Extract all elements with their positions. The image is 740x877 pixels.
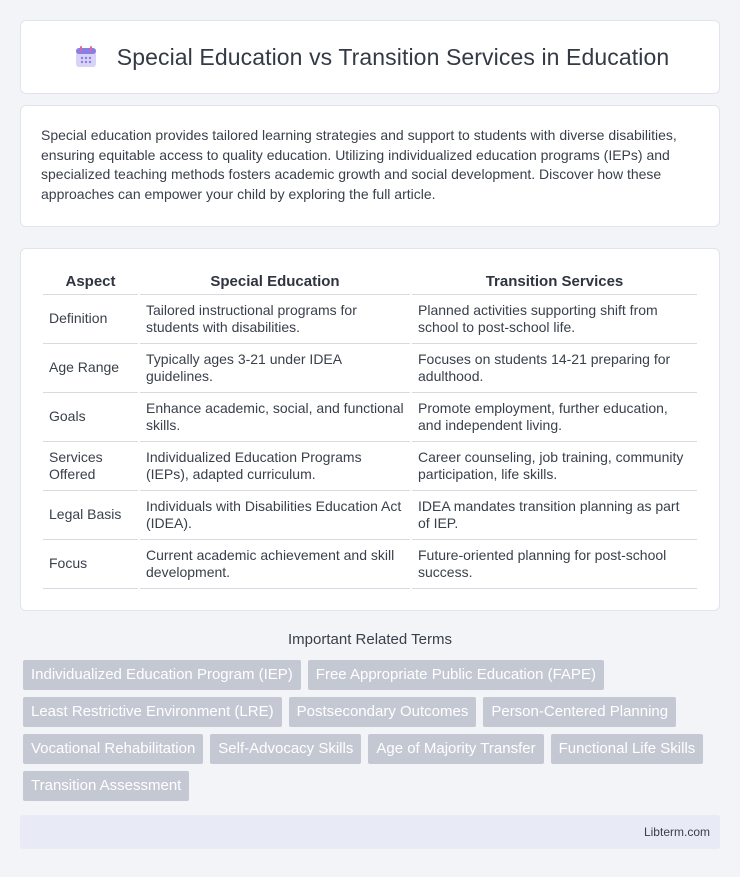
related-terms-title: Important Related Terms [288,631,452,648]
column-header-transition-services: Transition Services [412,269,697,295]
related-term-tag[interactable]: Functional Life Skills [551,734,704,764]
related-term-tag[interactable]: Individualized Education Program (IEP) [23,660,301,690]
special-education-cell: Current academic achievement and skill development. [140,540,410,589]
comparison-table-card [20,248,720,611]
column-header-special-education: Special Education [140,269,410,295]
related-term-tag[interactable]: Self-Advocacy Skills [210,734,361,764]
related-term-tag[interactable]: Person-Centered Planning [483,697,676,727]
row-label: Age Range [43,344,138,393]
special-education-cell: Tailored instructional programs for students with disabilities. [140,295,410,344]
special-education-cell: Individuals with Disabilities Education Act (IDEA). [140,491,410,540]
row-label: Goals [43,393,138,442]
related-terms-section [20,631,720,801]
transition-services-cell: Career counseling, job training, community participation, life skills. [412,442,697,491]
related-terms-list [20,660,720,801]
column-header-aspect: Aspect [43,269,138,295]
row-label: Legal Basis [43,491,138,540]
page-footer [20,815,720,849]
table-header-row [43,269,697,295]
related-term-tag[interactable]: Vocational Rehabilitation [23,734,203,764]
table-row [43,295,697,344]
special-education-cell: Enhance academic, social, and functional skills. [140,393,410,442]
table-row [43,344,697,393]
related-term-tag[interactable]: Postsecondary Outcomes [289,697,477,727]
related-term-tag[interactable]: Least Restrictive Environment (LRE) [23,697,282,727]
page-title: Special Education vs Transition Services in Education [116,43,670,70]
table-row [43,442,697,491]
table-row [43,491,697,540]
footer-site-link[interactable]: Libterm.com [643,825,710,839]
related-term-tag[interactable]: Free Appropriate Public Education (FAPE) [308,660,604,690]
row-label: Definition [43,295,138,344]
transition-services-cell: Future-oriented planning for post-school success. [412,540,697,589]
special-education-cell: Individualized Education Programs (IEPs), adapted curriculum. [140,442,410,491]
transition-services-cell: Promote employment, further education, and independent living. [412,393,697,442]
transition-services-cell: Planned activities supporting shift from school to post-school life. [412,295,697,344]
related-term-tag[interactable]: Transition Assessment [23,771,189,801]
intro-paragraph: Special education provides tailored learning strategies and support to students with diverse disabilities, ensuring equitable access to quality education. Utilizing individualized education programs (IEPs) and specialized teaching methods fosters academic growth and social development. Discover how these approaches can empower your child by exploring the full article. [20,105,720,227]
related-term-tag[interactable]: Age of Majority Transfer [368,734,543,764]
calendar-icon [71,42,101,72]
table-row [43,393,697,442]
special-education-cell: Typically ages 3-21 under IDEA guidelines. [140,344,410,393]
row-label: Focus [43,540,138,589]
row-label: Services Offered [43,442,138,491]
comparison-table [41,269,699,589]
transition-services-cell: IDEA mandates transition planning as part of IEP. [412,491,697,540]
page-header [20,20,720,94]
table-row [43,540,697,589]
transition-services-cell: Focuses on students 14-21 preparing for adulthood. [412,344,697,393]
